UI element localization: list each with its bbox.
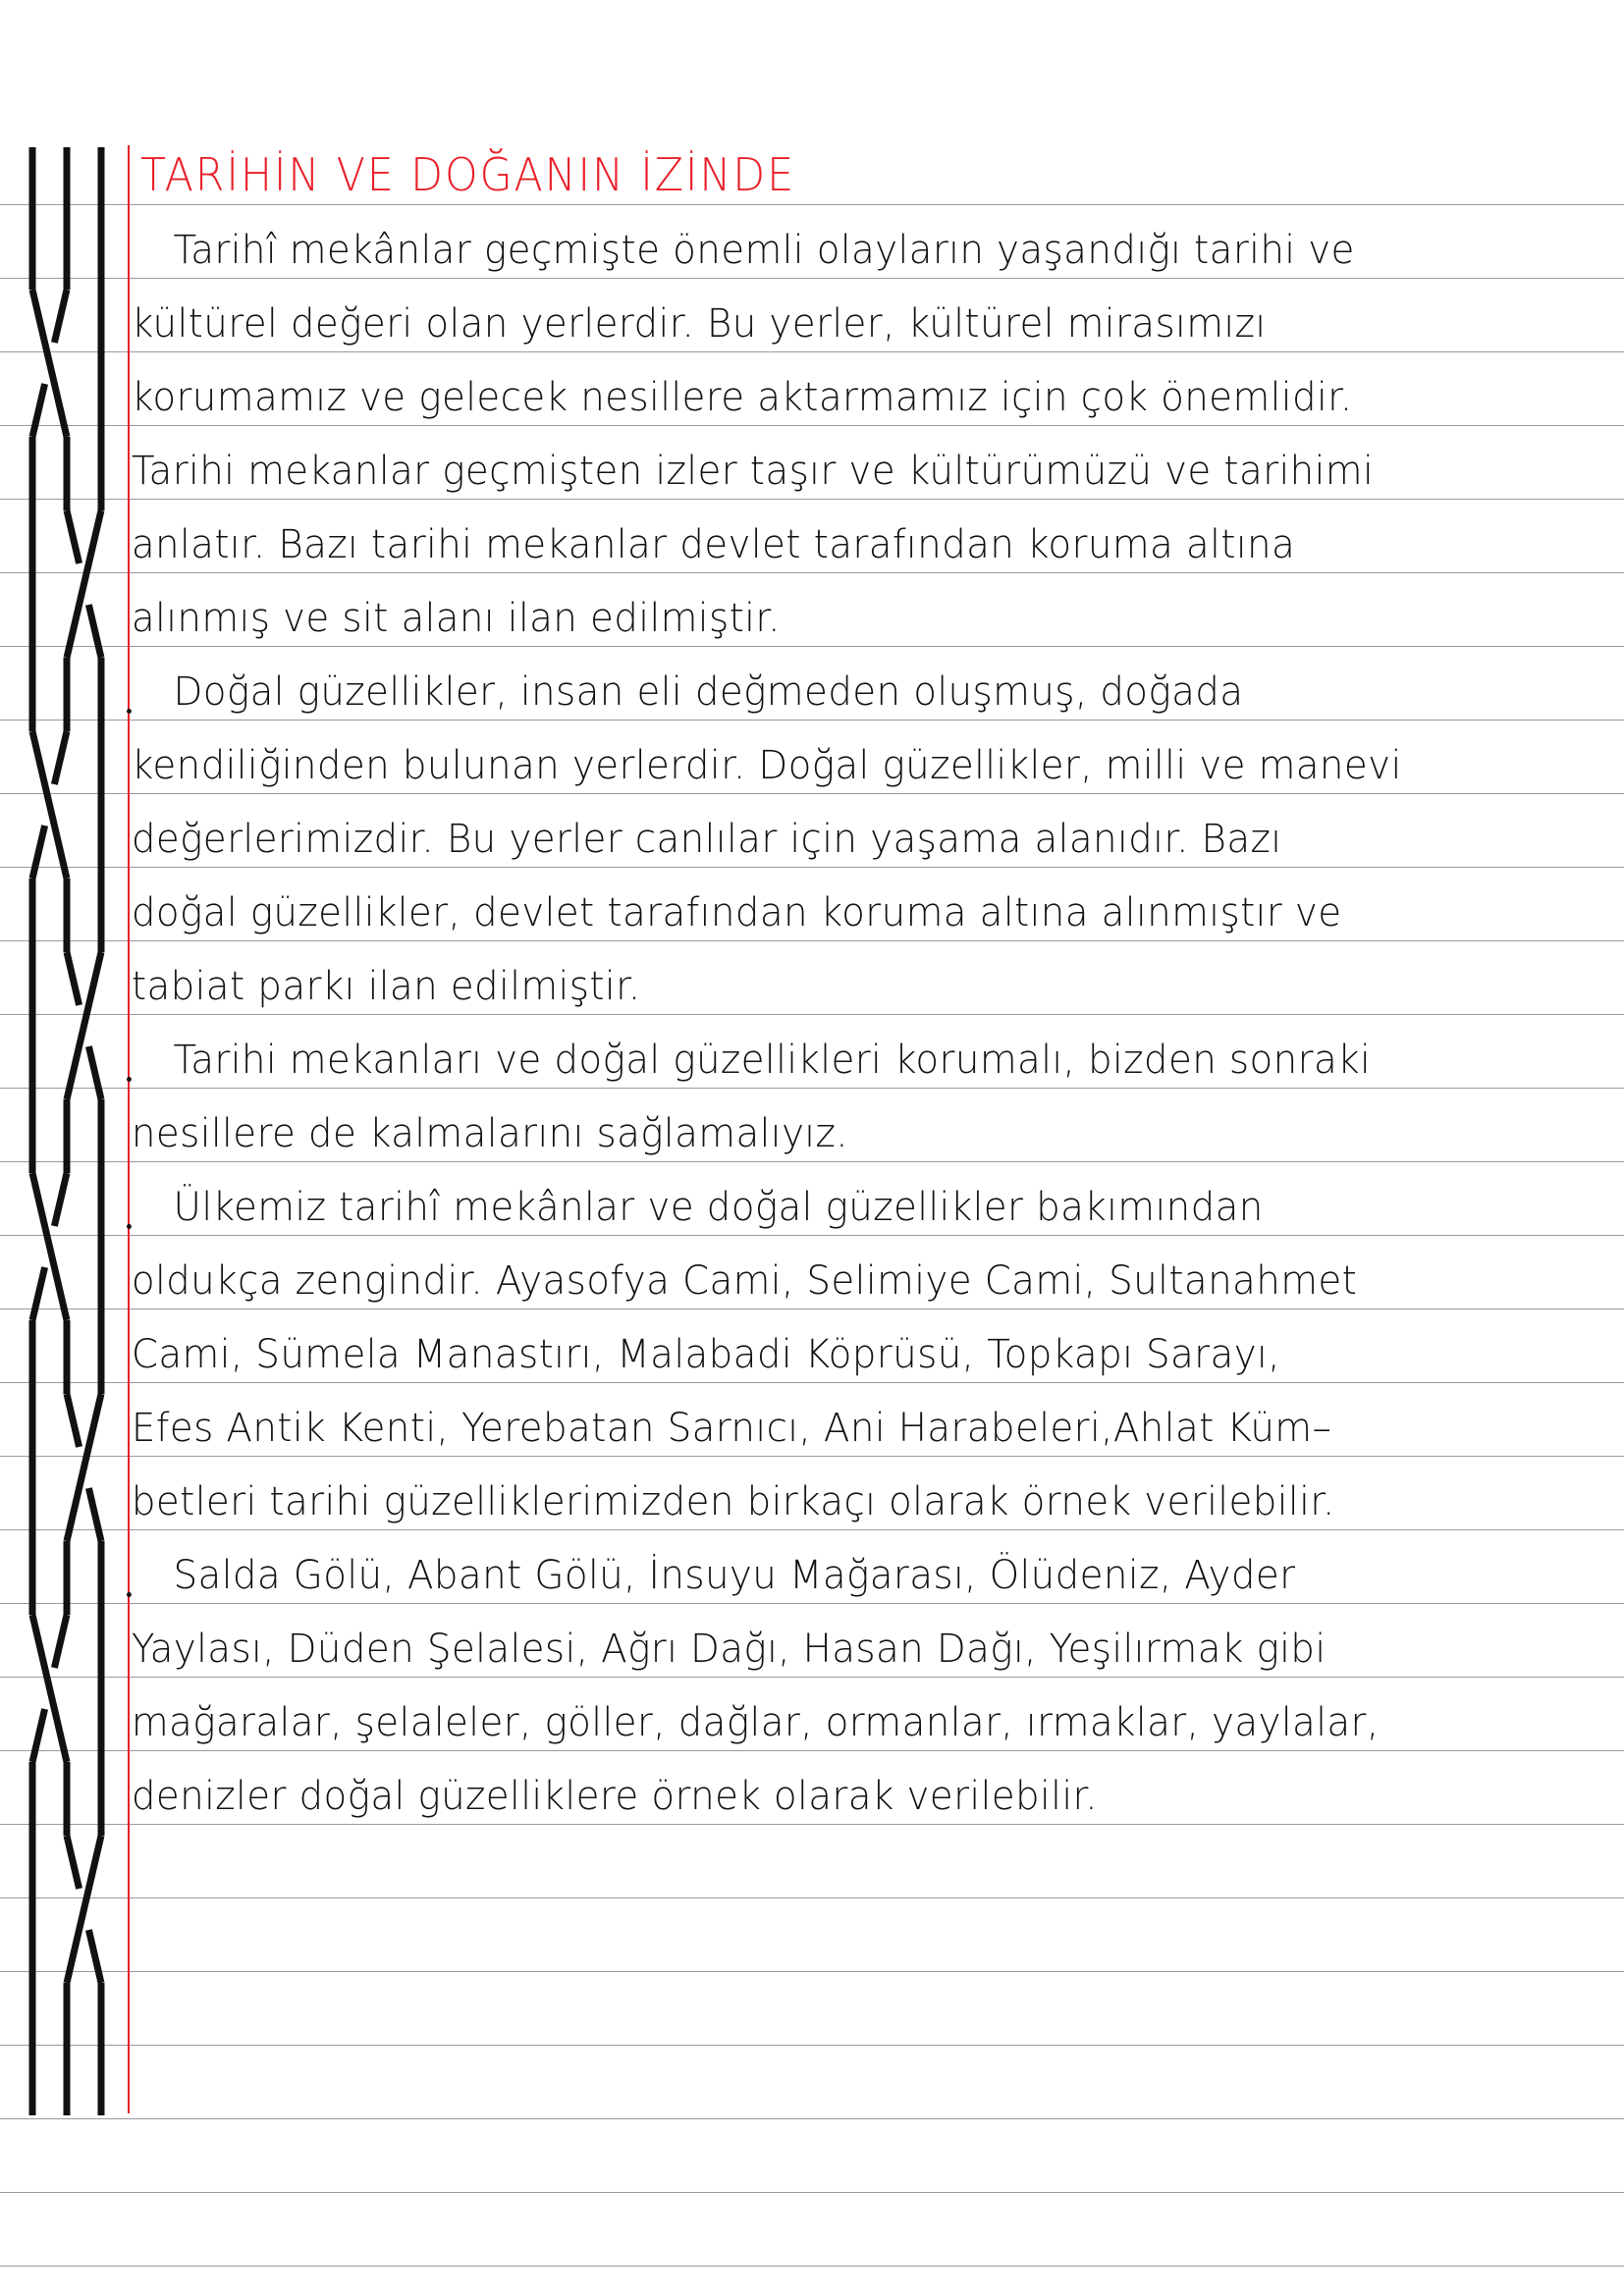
text-line-content: kültürel değeri olan yerlerdir. Bu yerler, kültürel mirasımızı xyxy=(131,301,1267,347)
text-line xyxy=(0,582,1575,656)
text-line xyxy=(0,877,1575,950)
text-line xyxy=(0,1171,1575,1245)
text-line-content: betleri tarihi güzelliklerimizden birkaçı olarak örnek verilebilir. xyxy=(131,1479,1335,1524)
text-line-content: nesillere de kalmalarını sağlamalıyız. xyxy=(131,1111,848,1156)
text-line-content: alınmış ve sit alanı ilan edilmiştir. xyxy=(131,596,781,641)
text-line-content: Cami, Sümela Manastırı, Malabadi Köprüsü, Topkapı Sarayı, xyxy=(131,1332,1280,1377)
text-line xyxy=(0,1318,1575,1392)
text-line xyxy=(0,435,1575,508)
text-line xyxy=(0,1392,1575,1466)
text-line-content: Yaylası, Düden Şelalesi, Ağrı Dağı, Hasan Dağı, Yeşilırmak gibi xyxy=(131,1627,1326,1672)
text-line-content: Efes Antik Kenti, Yerebatan Sarnıcı, Ani Harabeleri,Ahlat Küm– xyxy=(131,1406,1332,1451)
body-text xyxy=(0,214,1624,1834)
text-line-content: Tarihî mekânlar geçmişte önemli olayların yaşandığı tarihi ve xyxy=(173,228,1355,273)
text-line xyxy=(0,1613,1575,1686)
text-line-content: doğal güzellikler, devlet tarafından koruma altına alınmıştır ve xyxy=(131,890,1342,935)
text-line-content: oldukça zengindir. Ayasofya Cami, Selimiye Cami, Sultanahmet xyxy=(131,1258,1358,1304)
pen-dot-mark xyxy=(127,709,132,714)
text-line xyxy=(0,1097,1575,1171)
text-line xyxy=(0,361,1575,435)
text-line xyxy=(0,1466,1575,1539)
text-line xyxy=(0,950,1575,1024)
text-line xyxy=(0,288,1575,361)
text-line xyxy=(0,803,1575,877)
pen-dot-mark xyxy=(127,1077,132,1082)
text-line xyxy=(0,1686,1575,1760)
text-line-content: değerlerimizdir. Bu yerler canlılar için yaşama alanıdır. Bazı xyxy=(131,817,1282,862)
text-line xyxy=(0,214,1575,288)
text-line xyxy=(0,1760,1575,1834)
text-line-content: Doğal güzellikler, insan eli değmeden oluşmuş, doğada xyxy=(173,669,1244,715)
text-line-content: Tarihi mekanları ve doğal güzellikleri korumalı, bizden sonraki xyxy=(173,1038,1372,1083)
text-line-content: denizler doğal güzelliklere örnek olarak verilebilir. xyxy=(131,1774,1099,1819)
text-line xyxy=(0,656,1575,729)
text-line xyxy=(0,508,1575,582)
text-line-content: Ülkemiz tarihî mekânlar ve doğal güzellikler bakımından xyxy=(173,1185,1264,1230)
pen-dot-mark xyxy=(127,1224,132,1229)
page-title: TARİHİN VE DOĞANIN İZİNDE xyxy=(140,148,795,201)
pen-dot-mark xyxy=(127,1592,132,1597)
text-line xyxy=(0,1024,1575,1097)
text-line xyxy=(0,729,1575,803)
text-line-content: anlatır. Bazı tarihi mekanlar devlet tarafından koruma altına xyxy=(131,522,1296,567)
text-line-content: Tarihi mekanlar geçmişten izler taşır ve kültürümüzü ve tarihimi xyxy=(131,449,1375,494)
text-line-content: kendiliğinden bulunan yerlerdir. Doğal güzellikler, milli ve manevi xyxy=(131,743,1402,788)
text-line-content: Salda Gölü, Abant Gölü, İnsuyu Mağarası, Ölüdeniz, Ayder xyxy=(173,1553,1296,1598)
text-line-content: tabiat parkı ilan edilmiştir. xyxy=(131,964,641,1009)
text-line xyxy=(0,1539,1575,1613)
text-line xyxy=(0,1245,1575,1318)
text-line-content: mağaralar, şelaleler, göller, dağlar, ormanlar, ırmaklar, yaylalar, xyxy=(131,1700,1380,1745)
text-line-content: korumamız ve gelecek nesillere aktarmamız için çok önemlidir. xyxy=(131,375,1353,420)
